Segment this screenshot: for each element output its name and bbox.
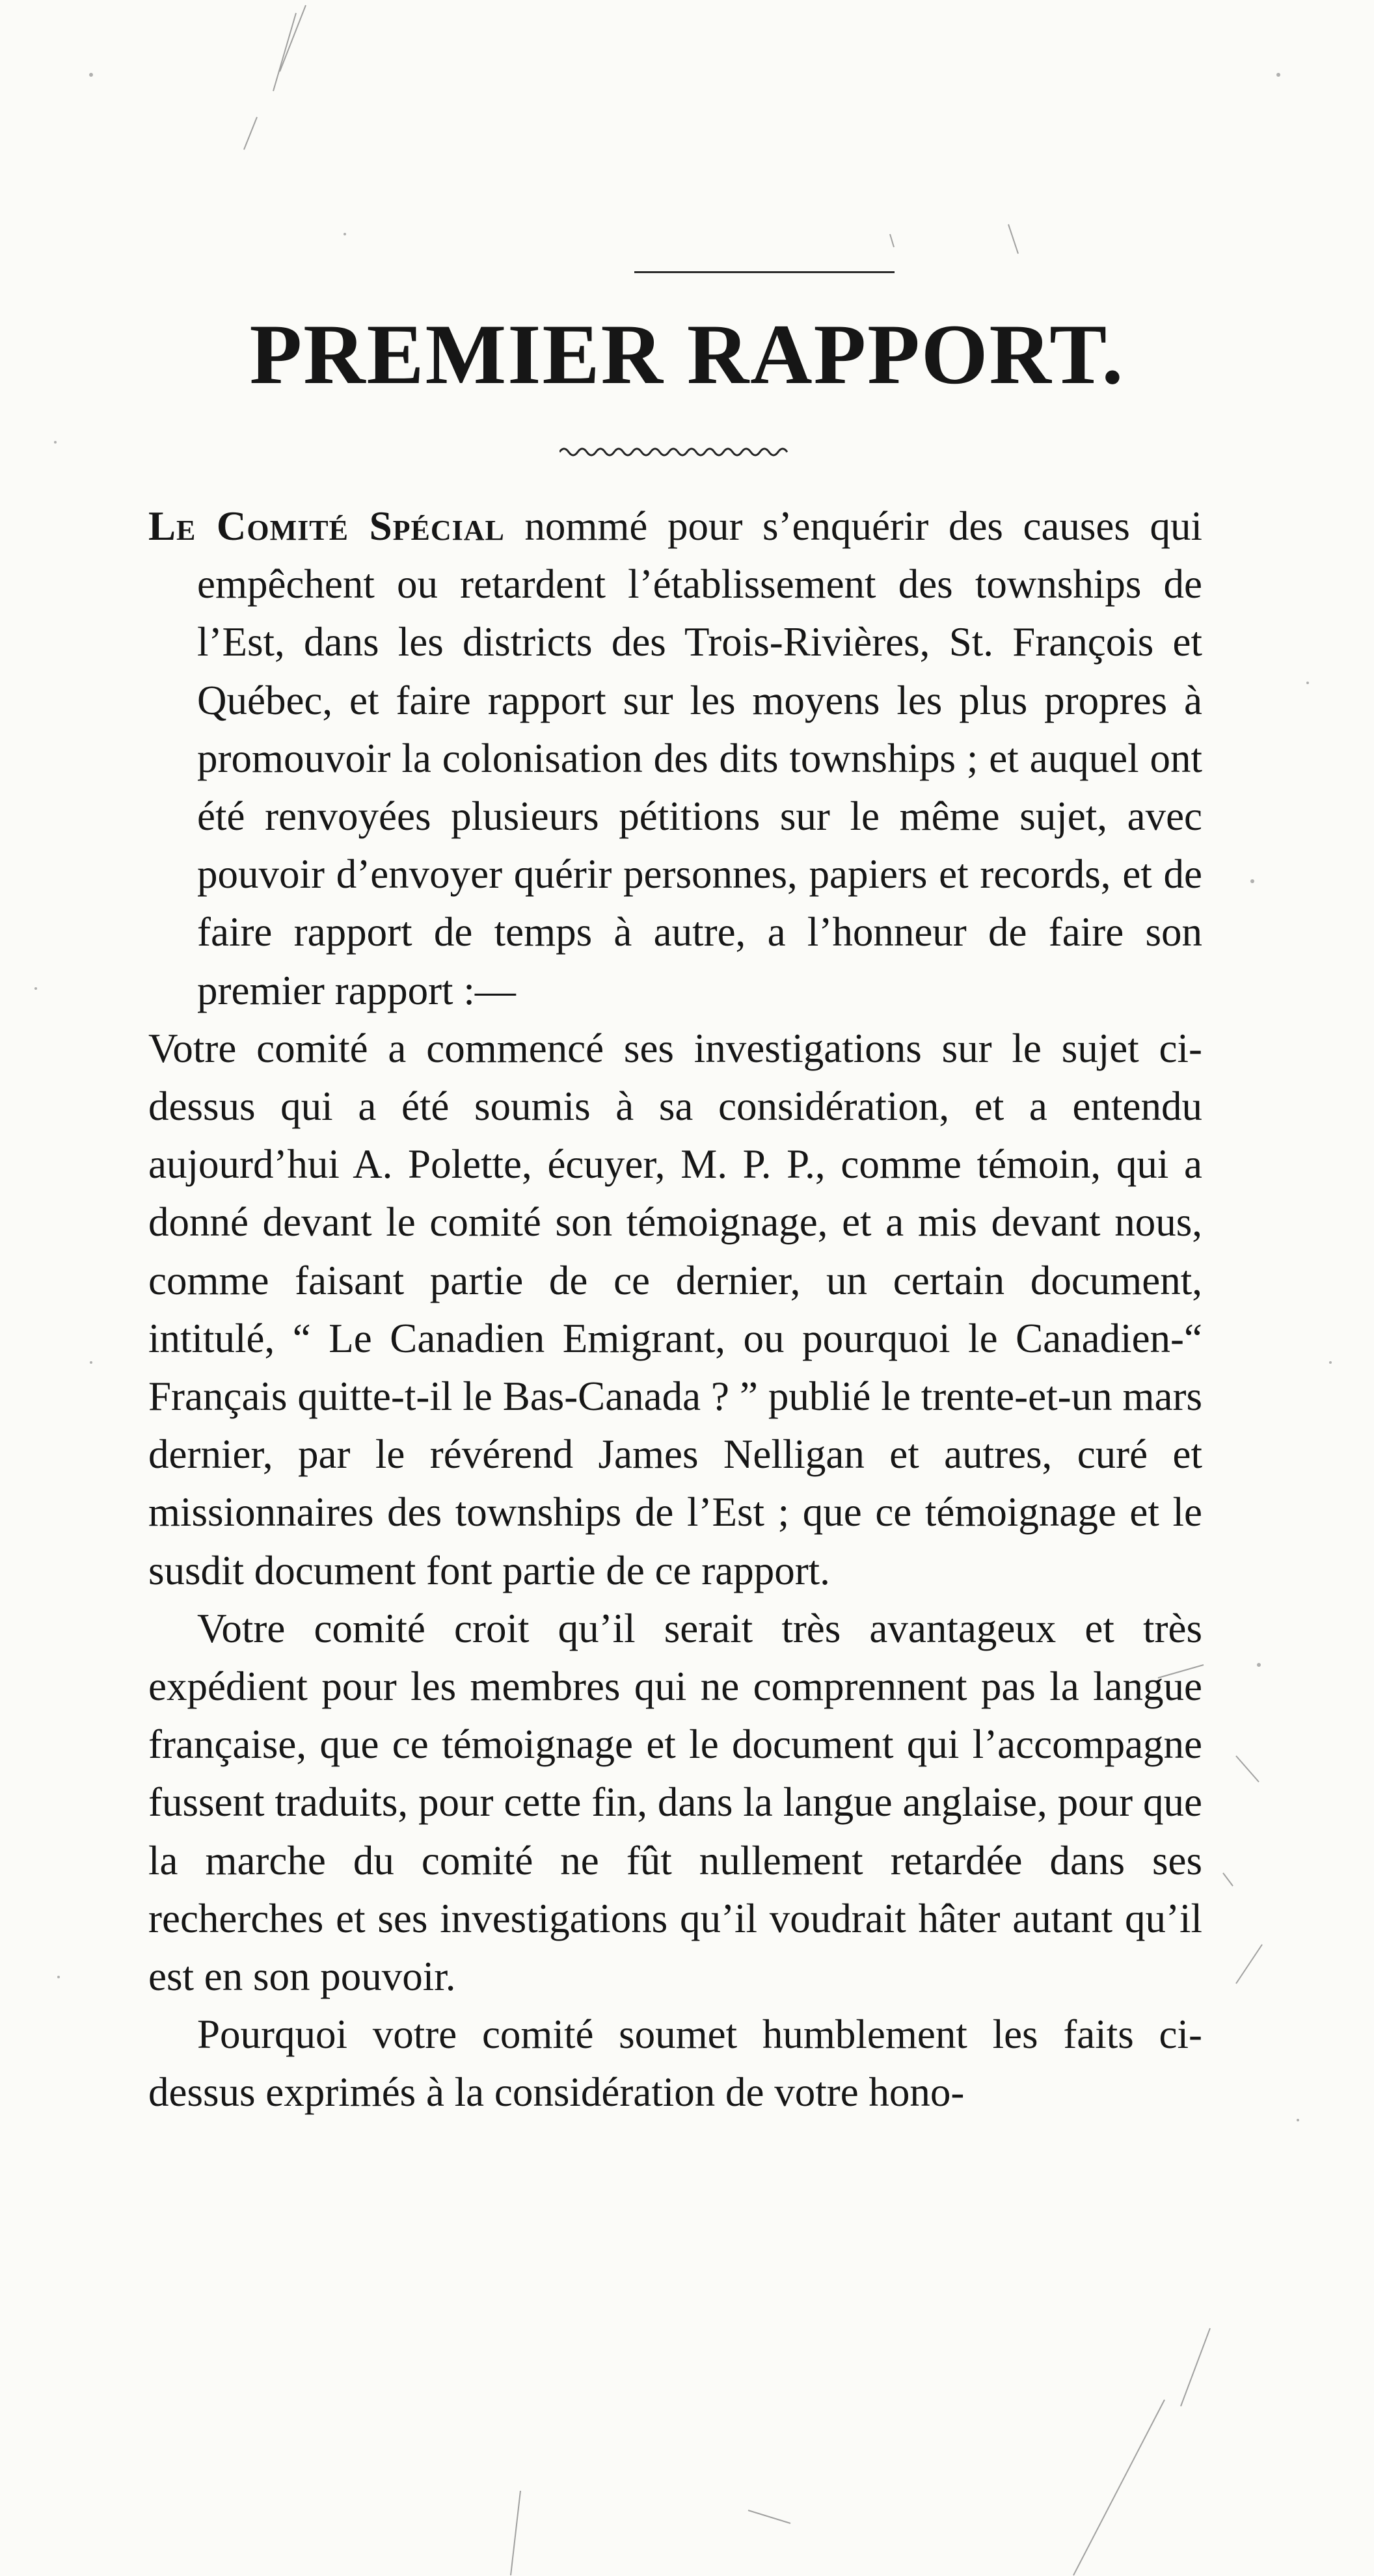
paragraph-4: Pourquoi votre comité soumet humblement les faits ci-dessus exprimés à la considération de votre hono- bbox=[148, 2012, 1202, 2116]
top-rule bbox=[634, 271, 895, 273]
paragraph-1 bbox=[148, 498, 1202, 1020]
ornament-wavy-rule bbox=[559, 442, 794, 462]
paragraph-3: Votre comité croit qu’il serait très avantageux et très expédient pour les membres qui ne comprennent pas la langue française, que ce témoignage et le document qui l’accompagne fussent traduits, pour cette fin, dans la langue anglaise, pour que la marche du comité ne fût nullement retardée dans ses recherches et ses investigations qu’il voudrait hâter autant qu’il est en son pouvoir. bbox=[148, 1605, 1202, 2000]
report-body bbox=[148, 498, 1202, 2122]
paragraph-2: Votre comité a commencé ses investigations sur le sujet ci-dessus qui a été soumis à sa considération, et a entendu aujourd’hui A. Polette, écuyer, M. P. P., comme témoin, qui a donné devant le comité son témoignage, et a mis devant nous, comme faisant partie de ce dernier, un certain document, intitulé, “ Le Canadien Emigrant, ou pourquoi le Canadien-“ Français quitte-t-il le Bas-Canada ? ” publié le trente-et-un mars dernier, par le révérend James Nelligan et autres, curé et missionnaires des townships de l’Est ; que ce témoignage et le susdit document font partie de ce rapport. bbox=[148, 1025, 1202, 1593]
committee-name: Le Comité Spécial bbox=[148, 503, 505, 549]
page-title: PREMIER RAPPORT. bbox=[249, 306, 1125, 402]
paragraph-1-text: nommé pour s’enquérir des causes qui empêchent ou retardent l’établissement des townships de l’Est, dans les districts des Trois-Rivières, St. François et Québec, et faire rapport sur les moyens les plus propres à promouvoir la colonisation des dits townships ; et auquel ont été renvoyées plusieurs pétitions sur le même sujet, avec pouvoir d’envoyer quérir personnes, papiers et records, et de faire rapport de temps à autre, a l’honneur de faire son premier rapport :— bbox=[197, 503, 1202, 1013]
